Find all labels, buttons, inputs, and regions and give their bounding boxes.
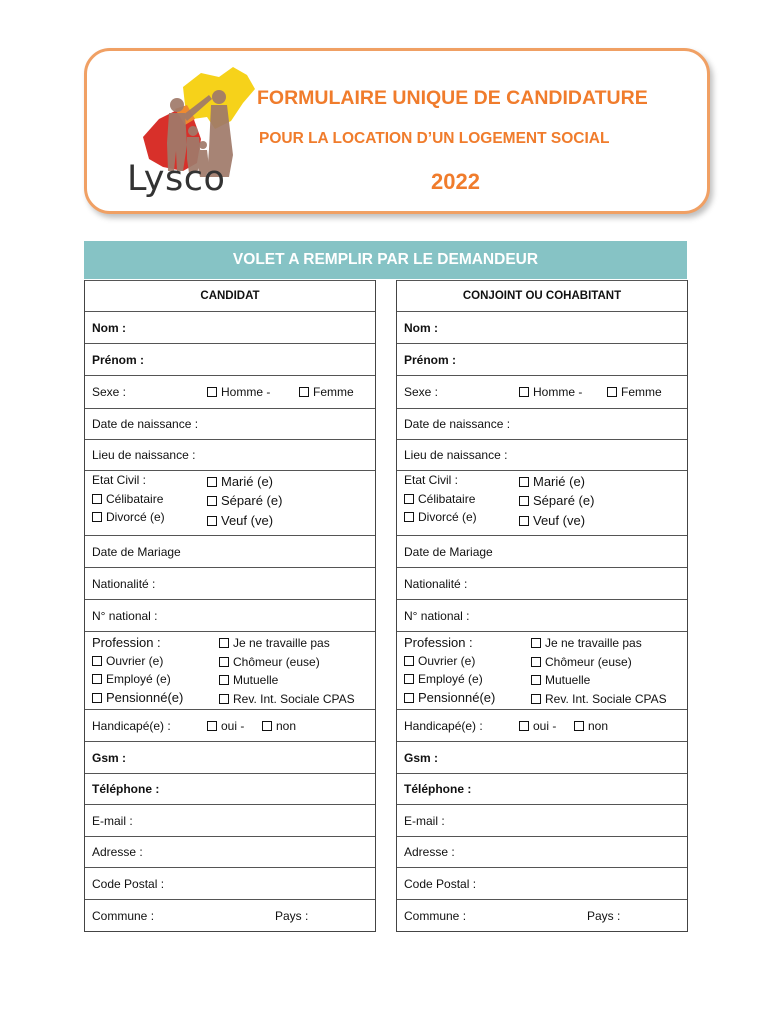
code-postal-label: Code Postal : — [92, 876, 165, 891]
ouvrier-checkbox[interactable] — [404, 654, 475, 668]
checkbox-icon — [531, 638, 541, 648]
employe-label: Employé (e) — [418, 672, 483, 686]
etat-civil-field — [85, 470, 375, 535]
logo-text: Lysco — [127, 159, 226, 199]
sexe-label: Sexe : — [404, 385, 439, 399]
profession-field — [85, 631, 375, 709]
checkbox-icon — [219, 657, 229, 667]
marie-label: Marié (e) — [533, 474, 586, 489]
email-field[interactable] — [397, 804, 687, 836]
form-year: 2022 — [431, 169, 480, 194]
marie-label: Marié (e) — [221, 474, 274, 489]
veuf-label: Veuf (ve) — [221, 513, 274, 528]
non-checkbox[interactable] — [574, 719, 608, 733]
checkbox-icon — [531, 657, 541, 667]
checkbox-icon — [519, 721, 529, 731]
divorce-checkbox[interactable] — [92, 510, 165, 524]
separe-label: Séparé (e) — [533, 493, 595, 508]
femme-checkbox[interactable] — [607, 385, 662, 399]
employe-checkbox[interactable] — [92, 672, 171, 686]
ne-travaille-checkbox[interactable] — [219, 636, 330, 650]
oui-label: oui - — [533, 719, 557, 733]
celibataire-label: Célibataire — [418, 492, 476, 506]
homme-checkbox[interactable] — [519, 385, 582, 399]
divorce-label: Divorcé (e) — [106, 510, 165, 524]
non-label: non — [588, 719, 609, 733]
date-naissance-field[interactable] — [397, 408, 687, 439]
checkbox-icon — [404, 494, 414, 504]
prenom-label: Prénom : — [92, 352, 145, 367]
ne-travaille-checkbox[interactable] — [531, 636, 642, 650]
handicape-field — [85, 709, 375, 741]
rev-int-label: Rev. Int. Sociale CPAS — [545, 692, 667, 706]
pays-label: Pays : — [275, 908, 309, 923]
lieu-naissance-label: Lieu de naissance : — [404, 448, 508, 462]
lieu-naissance-label: Lieu de naissance : — [92, 448, 196, 462]
prenom-field[interactable] — [85, 343, 375, 375]
etat-civil-label: Etat Civil : — [404, 473, 459, 487]
veuf-label: Veuf (ve) — [533, 513, 586, 528]
etat-civil-field — [397, 470, 687, 535]
gsm-field[interactable] — [85, 741, 375, 773]
gsm-label: Gsm : — [92, 750, 127, 765]
checkbox-icon — [574, 721, 584, 731]
divorce-label: Divorcé (e) — [418, 510, 477, 524]
checkbox-icon — [92, 674, 102, 684]
femme-label: Femme — [621, 385, 662, 399]
mutuelle-checkbox[interactable] — [531, 673, 590, 687]
etat-civil-label: Etat Civil : — [92, 473, 147, 487]
adresse-field[interactable] — [85, 836, 375, 867]
date-naissance-field[interactable] — [85, 408, 375, 439]
rev-int-checkbox[interactable] — [219, 692, 355, 706]
checkbox-icon — [219, 675, 229, 685]
handicape-label: Handicapé(e) : — [92, 718, 171, 733]
code-postal-field[interactable] — [397, 867, 687, 899]
femme-checkbox[interactable] — [299, 385, 354, 399]
date-mariage-field[interactable] — [85, 535, 375, 567]
homme-checkbox[interactable] — [207, 385, 270, 399]
mutuelle-checkbox[interactable] — [219, 673, 278, 687]
veuf-checkbox[interactable] — [207, 513, 273, 528]
n-national-label: N° national : — [92, 608, 158, 623]
n-national-label: N° national : — [404, 608, 470, 623]
mutuelle-label: Mutuelle — [233, 673, 279, 687]
email-field[interactable] — [85, 804, 375, 836]
sexe-label: Sexe : — [92, 385, 127, 399]
telephone-label: Téléphone : — [404, 782, 472, 796]
checkbox-icon — [404, 674, 414, 684]
gsm-label: Gsm : — [404, 750, 439, 765]
ne-travaille-label: Je ne travaille pas — [233, 636, 330, 650]
lieu-naissance-field[interactable] — [85, 439, 375, 470]
date-naissance-label: Date de naissance : — [92, 417, 199, 431]
checkbox-icon — [207, 387, 217, 397]
code-postal-field[interactable] — [85, 867, 375, 899]
profession-label: Profession : — [404, 635, 473, 650]
gsm-field[interactable] — [397, 741, 687, 773]
checkbox-icon — [207, 477, 217, 487]
separe-label: Séparé (e) — [221, 493, 283, 508]
homme-label: Homme - — [221, 385, 271, 399]
n-national-field[interactable] — [397, 599, 687, 631]
adresse-label: Adresse : — [404, 845, 455, 859]
employe-label: Employé (e) — [106, 672, 171, 686]
checkbox-icon — [404, 656, 414, 666]
commune-label: Commune : — [404, 908, 467, 923]
oui-label: oui - — [221, 719, 245, 733]
profession-field — [397, 631, 687, 709]
date-mariage-field[interactable] — [397, 535, 687, 567]
checkbox-icon — [219, 694, 229, 704]
non-checkbox[interactable] — [262, 719, 296, 733]
marie-checkbox[interactable] — [207, 474, 273, 489]
rev-int-label: Rev. Int. Sociale CPAS — [233, 692, 355, 706]
ne-travaille-label: Je ne travaille pas — [545, 636, 642, 650]
column-heading — [85, 280, 375, 311]
employe-checkbox[interactable] — [404, 672, 483, 686]
veuf-checkbox[interactable] — [519, 513, 585, 528]
checkbox-icon — [207, 496, 217, 506]
mutuelle-label: Mutuelle — [545, 673, 591, 687]
pays-label: Pays : — [587, 908, 621, 923]
email-label: E-mail : — [404, 813, 445, 828]
date-mariage-label: Date de Mariage — [92, 544, 181, 559]
ouvrier-label: Ouvrier (e) — [418, 654, 476, 668]
checkbox-icon — [92, 494, 102, 504]
rev-int-checkbox[interactable] — [531, 692, 667, 706]
checkbox-icon — [531, 694, 541, 704]
checkbox-icon — [207, 721, 217, 731]
checkbox-icon — [219, 638, 229, 648]
checkbox-icon — [207, 516, 217, 526]
handicape-field — [397, 709, 687, 741]
adresse-label: Adresse : — [92, 845, 143, 859]
code-postal-label: Code Postal : — [404, 876, 477, 891]
non-label: non — [276, 719, 297, 733]
commune-field[interactable] — [397, 899, 687, 931]
chomeur-checkbox[interactable] — [219, 655, 320, 669]
telephone-field[interactable] — [85, 773, 375, 804]
sexe-field — [397, 375, 687, 408]
pensionne-label: Pensionné(e) — [106, 690, 184, 705]
nom-field[interactable] — [85, 311, 375, 343]
separe-checkbox[interactable] — [207, 493, 282, 508]
pensionne-label: Pensionné(e) — [418, 690, 496, 705]
profession-label: Profession : — [92, 635, 161, 650]
section-banner: VOLET A REMPLIR PAR LE DEMANDEUR — [84, 241, 687, 279]
ouvrier-label: Ouvrier (e) — [106, 654, 164, 668]
femme-label: Femme — [313, 385, 354, 399]
checkbox-icon — [299, 387, 309, 397]
nom-field[interactable] — [397, 311, 687, 343]
nom-label: Nom : — [92, 320, 126, 335]
pensionne-checkbox[interactable] — [404, 690, 495, 705]
checkbox-icon — [92, 512, 102, 522]
date-naissance-label: Date de naissance : — [404, 417, 511, 431]
chomeur-checkbox[interactable] — [531, 655, 632, 669]
homme-label: Homme - — [533, 385, 583, 399]
checkbox-icon — [262, 721, 272, 731]
nom-label: Nom : — [404, 320, 438, 335]
form-header — [84, 48, 710, 214]
handicape-label: Handicapé(e) : — [404, 718, 483, 733]
commune-label: Commune : — [92, 908, 155, 923]
oui-checkbox[interactable] — [519, 719, 556, 733]
checkbox-icon — [519, 496, 529, 506]
column-heading-label: CONJOINT OU COHABITANT — [462, 290, 622, 302]
divorce-checkbox[interactable] — [404, 510, 477, 524]
checkbox-icon — [531, 675, 541, 685]
pensionne-checkbox[interactable] — [92, 690, 183, 705]
nationalite-field[interactable] — [397, 567, 687, 599]
checkbox-icon — [519, 387, 529, 397]
checkbox-icon — [92, 656, 102, 666]
checkbox-icon — [519, 516, 529, 526]
column-heading-label: CANDIDAT — [200, 290, 260, 302]
commune-field[interactable] — [85, 899, 375, 931]
form-title: FORMULAIRE UNIQUE DE CANDIDATURE — [257, 87, 648, 109]
column-heading — [397, 280, 687, 311]
lieu-naissance-field[interactable] — [397, 439, 687, 470]
nationalite-field[interactable] — [85, 567, 375, 599]
oui-checkbox[interactable] — [207, 719, 244, 733]
email-label: E-mail : — [92, 813, 133, 828]
telephone-label: Téléphone : — [92, 782, 160, 796]
sexe-field — [85, 375, 375, 408]
checkbox-icon — [404, 512, 414, 522]
prenom-field[interactable] — [397, 343, 687, 375]
celibataire-label: Célibataire — [106, 492, 164, 506]
candidate-column — [84, 280, 376, 932]
nationalite-label: Nationalité : — [404, 576, 468, 591]
spouse-column — [396, 280, 688, 932]
n-national-field[interactable] — [85, 599, 375, 631]
marie-checkbox[interactable] — [519, 474, 585, 489]
celibataire-checkbox[interactable] — [92, 492, 163, 506]
prenom-label: Prénom : — [404, 352, 457, 367]
checkbox-icon — [404, 693, 414, 703]
form-subtitle: POUR LA LOCATION D’UN LOGEMENT SOCIAL — [259, 130, 610, 147]
chomeur-label: Chômeur (euse) — [233, 655, 320, 669]
date-mariage-label: Date de Mariage — [404, 544, 493, 559]
adresse-field[interactable] — [397, 836, 687, 867]
celibataire-checkbox[interactable] — [404, 492, 475, 506]
separe-checkbox[interactable] — [519, 493, 594, 508]
chomeur-label: Chômeur (euse) — [545, 655, 632, 669]
ouvrier-checkbox[interactable] — [92, 654, 163, 668]
checkbox-icon — [92, 693, 102, 703]
telephone-field[interactable] — [397, 773, 687, 804]
checkbox-icon — [519, 477, 529, 487]
nationalite-label: Nationalité : — [92, 576, 156, 591]
checkbox-icon — [607, 387, 617, 397]
